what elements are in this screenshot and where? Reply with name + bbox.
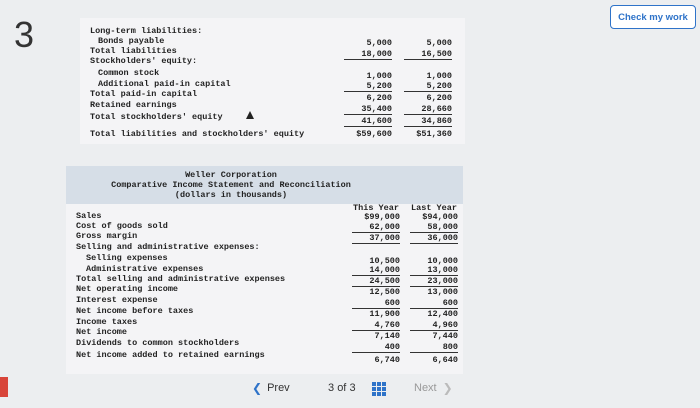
is-label-admin: Administrative expenses bbox=[86, 264, 204, 274]
next-label: Next bbox=[414, 382, 437, 394]
is-label-dividends: Dividends to common stockholders bbox=[76, 338, 240, 348]
bs-common-last: 1,000 bbox=[426, 71, 452, 81]
bs-label-total-paid: Total paid-in capital bbox=[90, 89, 198, 99]
bs-retained-last: 28,660 bbox=[404, 104, 452, 115]
is-gross-last: 36,000 bbox=[410, 233, 458, 244]
bs-label-retained: Retained earnings bbox=[90, 100, 177, 110]
chevron-left-icon: ❮ bbox=[252, 381, 263, 395]
company-name: Weller Corporation bbox=[185, 170, 277, 180]
is-label-taxes: Income taxes bbox=[76, 317, 138, 327]
is-added-re-this: 6,740 bbox=[374, 355, 400, 365]
is-gross-this: 37,000 bbox=[352, 233, 400, 244]
is-dividends-last: 800 bbox=[410, 342, 458, 353]
is-taxes-this: 4,760 bbox=[352, 320, 400, 331]
bs-label-long-term: Long-term liabilities: bbox=[90, 26, 203, 36]
is-total-sga-this: 24,500 bbox=[352, 276, 400, 287]
prev-button[interactable] bbox=[252, 378, 312, 398]
prev-label: Prev bbox=[267, 382, 290, 394]
page-indicator bbox=[328, 378, 368, 398]
is-label-nibt: Net income before taxes bbox=[76, 306, 194, 316]
is-label-sga-head: Selling and administrative expenses: bbox=[76, 242, 260, 252]
is-net-income-last: 7,440 bbox=[432, 331, 458, 341]
is-nibt-this: 11,900 bbox=[369, 309, 400, 319]
bs-total-liab-se-last: $51,360 bbox=[416, 129, 452, 139]
is-label-added-re: Net income added to retained earnings bbox=[76, 350, 265, 360]
is-taxes-last: 4,960 bbox=[410, 320, 458, 331]
page-of: of bbox=[337, 382, 347, 394]
bs-label-apic: Additional paid-in capital bbox=[98, 79, 231, 89]
bs-bonds-last: 5,000 bbox=[426, 38, 452, 48]
bs-total-liab-this: 18,000 bbox=[344, 49, 392, 60]
check-my-work-button[interactable]: Check my work bbox=[610, 5, 696, 29]
mouse-cursor-icon bbox=[246, 111, 254, 119]
side-tab[interactable] bbox=[0, 377, 8, 397]
is-interest-this: 600 bbox=[352, 298, 400, 309]
bs-total-se-last: 34,860 bbox=[404, 116, 452, 127]
is-noi-last: 13,000 bbox=[427, 287, 458, 297]
is-cogs-this: 62,000 bbox=[352, 222, 400, 233]
bs-total-paid-last: 6,200 bbox=[426, 93, 452, 103]
chevron-right-icon: ❯ bbox=[442, 381, 453, 395]
is-nibt-last: 12,400 bbox=[427, 309, 458, 319]
bs-total-liab-se-this: $59,600 bbox=[356, 129, 392, 139]
bs-total-liab-last: 16,500 bbox=[404, 49, 452, 60]
bs-label-se: Stockholders' equity: bbox=[90, 56, 198, 66]
bs-bonds-this: 5,000 bbox=[366, 38, 392, 48]
is-added-re-last: 6,640 bbox=[432, 355, 458, 365]
grid-menu-icon[interactable] bbox=[372, 382, 386, 396]
page-total: 3 bbox=[349, 382, 356, 394]
is-label-interest: Interest expense bbox=[76, 295, 158, 305]
is-label-noi: Net operating income bbox=[76, 284, 179, 294]
is-label-gross: Gross margin bbox=[76, 231, 138, 241]
is-interest-last: 600 bbox=[410, 298, 458, 309]
is-dividends-this: 400 bbox=[352, 342, 400, 353]
is-net-income-this: 7,140 bbox=[374, 331, 400, 341]
col-this-year: This Year bbox=[353, 203, 399, 213]
is-admin-last: 13,000 bbox=[410, 265, 458, 276]
bs-label-bonds: Bonds payable bbox=[98, 36, 165, 46]
is-selling-this: 10,500 bbox=[369, 256, 400, 266]
is-label-total-sga: Total selling and administrative expenses bbox=[76, 274, 286, 284]
bs-apic-last: 5,200 bbox=[404, 81, 452, 92]
question-number: 3 bbox=[14, 14, 35, 55]
statement-units: (dollars in thousands) bbox=[174, 190, 288, 200]
balance-sheet-panel bbox=[80, 18, 465, 144]
is-cogs-last: 58,000 bbox=[410, 222, 458, 233]
is-total-sga-last: 23,000 bbox=[410, 276, 458, 287]
is-sales-last: $94,000 bbox=[422, 212, 458, 222]
is-label-selling: Selling expenses bbox=[86, 253, 168, 263]
income-statement-panel bbox=[66, 166, 463, 374]
next-button[interactable] bbox=[414, 378, 464, 398]
is-label-sales: Sales bbox=[76, 211, 102, 221]
col-last-year: Last Year bbox=[411, 203, 457, 213]
is-admin-this: 14,000 bbox=[352, 265, 400, 276]
is-label-cogs: Cost of goods sold bbox=[76, 221, 168, 231]
page-current: 3 bbox=[328, 382, 335, 394]
statement-title: Comparative Income Statement and Reconciliation bbox=[111, 180, 351, 190]
bs-label-total-se: Total stockholders' equity bbox=[90, 112, 223, 122]
bs-apic-this: 5,200 bbox=[344, 81, 392, 92]
is-noi-this: 12,500 bbox=[369, 287, 400, 297]
is-label-net-income: Net income bbox=[76, 327, 128, 337]
is-selling-last: 10,000 bbox=[427, 256, 458, 266]
bs-label-total-liab: Total liabilities bbox=[90, 46, 177, 56]
bs-common-this: 1,000 bbox=[366, 71, 392, 81]
bs-label-common: Common stock bbox=[98, 68, 160, 78]
bs-total-se-this: 41,600 bbox=[344, 116, 392, 127]
bs-total-paid-this: 6,200 bbox=[366, 93, 392, 103]
bs-label-total-liab-se: Total liabilities and stockholders' equity bbox=[90, 129, 305, 139]
bs-retained-this: 35,400 bbox=[344, 104, 392, 115]
is-sales-this: $99,000 bbox=[364, 212, 400, 222]
